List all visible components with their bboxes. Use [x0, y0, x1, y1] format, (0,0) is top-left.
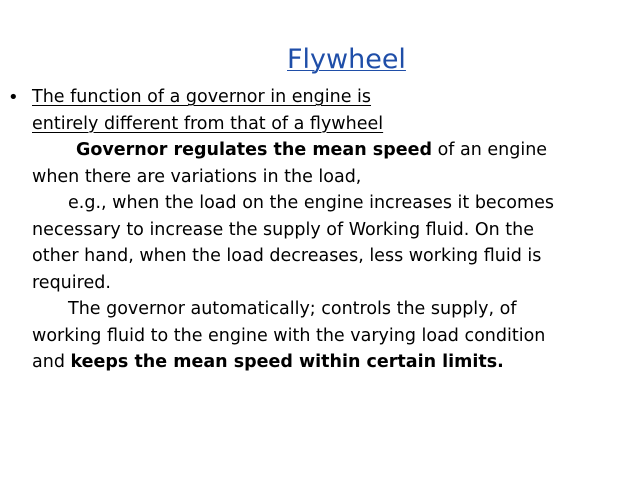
para1-line-2: when there are variations in the load, [32, 166, 362, 187]
para1-rest: of an engine [432, 140, 548, 160]
para2-line-3: other hand, when the load decreases, less working fluid is [32, 246, 542, 266]
para3-line-3 [32, 349, 632, 376]
bullet-icon: • [8, 87, 19, 108]
para3-line-2: working fluid to the engine with the varying load condition [32, 325, 546, 346]
para1-bold: Governor regulates the mean speed [76, 140, 432, 160]
para3-line-1: The governor automatically; controls the supply, of [68, 299, 517, 319]
para1-line-1 [32, 137, 632, 164]
intro-line-1: The function of a governor in engine is [32, 87, 372, 107]
slide-title: Flywheel [287, 44, 406, 75]
para3-bold: keeps the mean speed within certain limits. [70, 352, 504, 372]
para2-line-2: necessary to increase the supply of Working fluid. On the [32, 219, 534, 240]
slide-body [32, 84, 632, 376]
para3-prefix: and [32, 352, 71, 372]
para2-line-1: e.g., when the load on the engine increases it becomes [68, 193, 554, 213]
intro-line-2: entirely different from that of a flywheel [32, 113, 384, 134]
para2-line-4: required. [32, 272, 111, 293]
